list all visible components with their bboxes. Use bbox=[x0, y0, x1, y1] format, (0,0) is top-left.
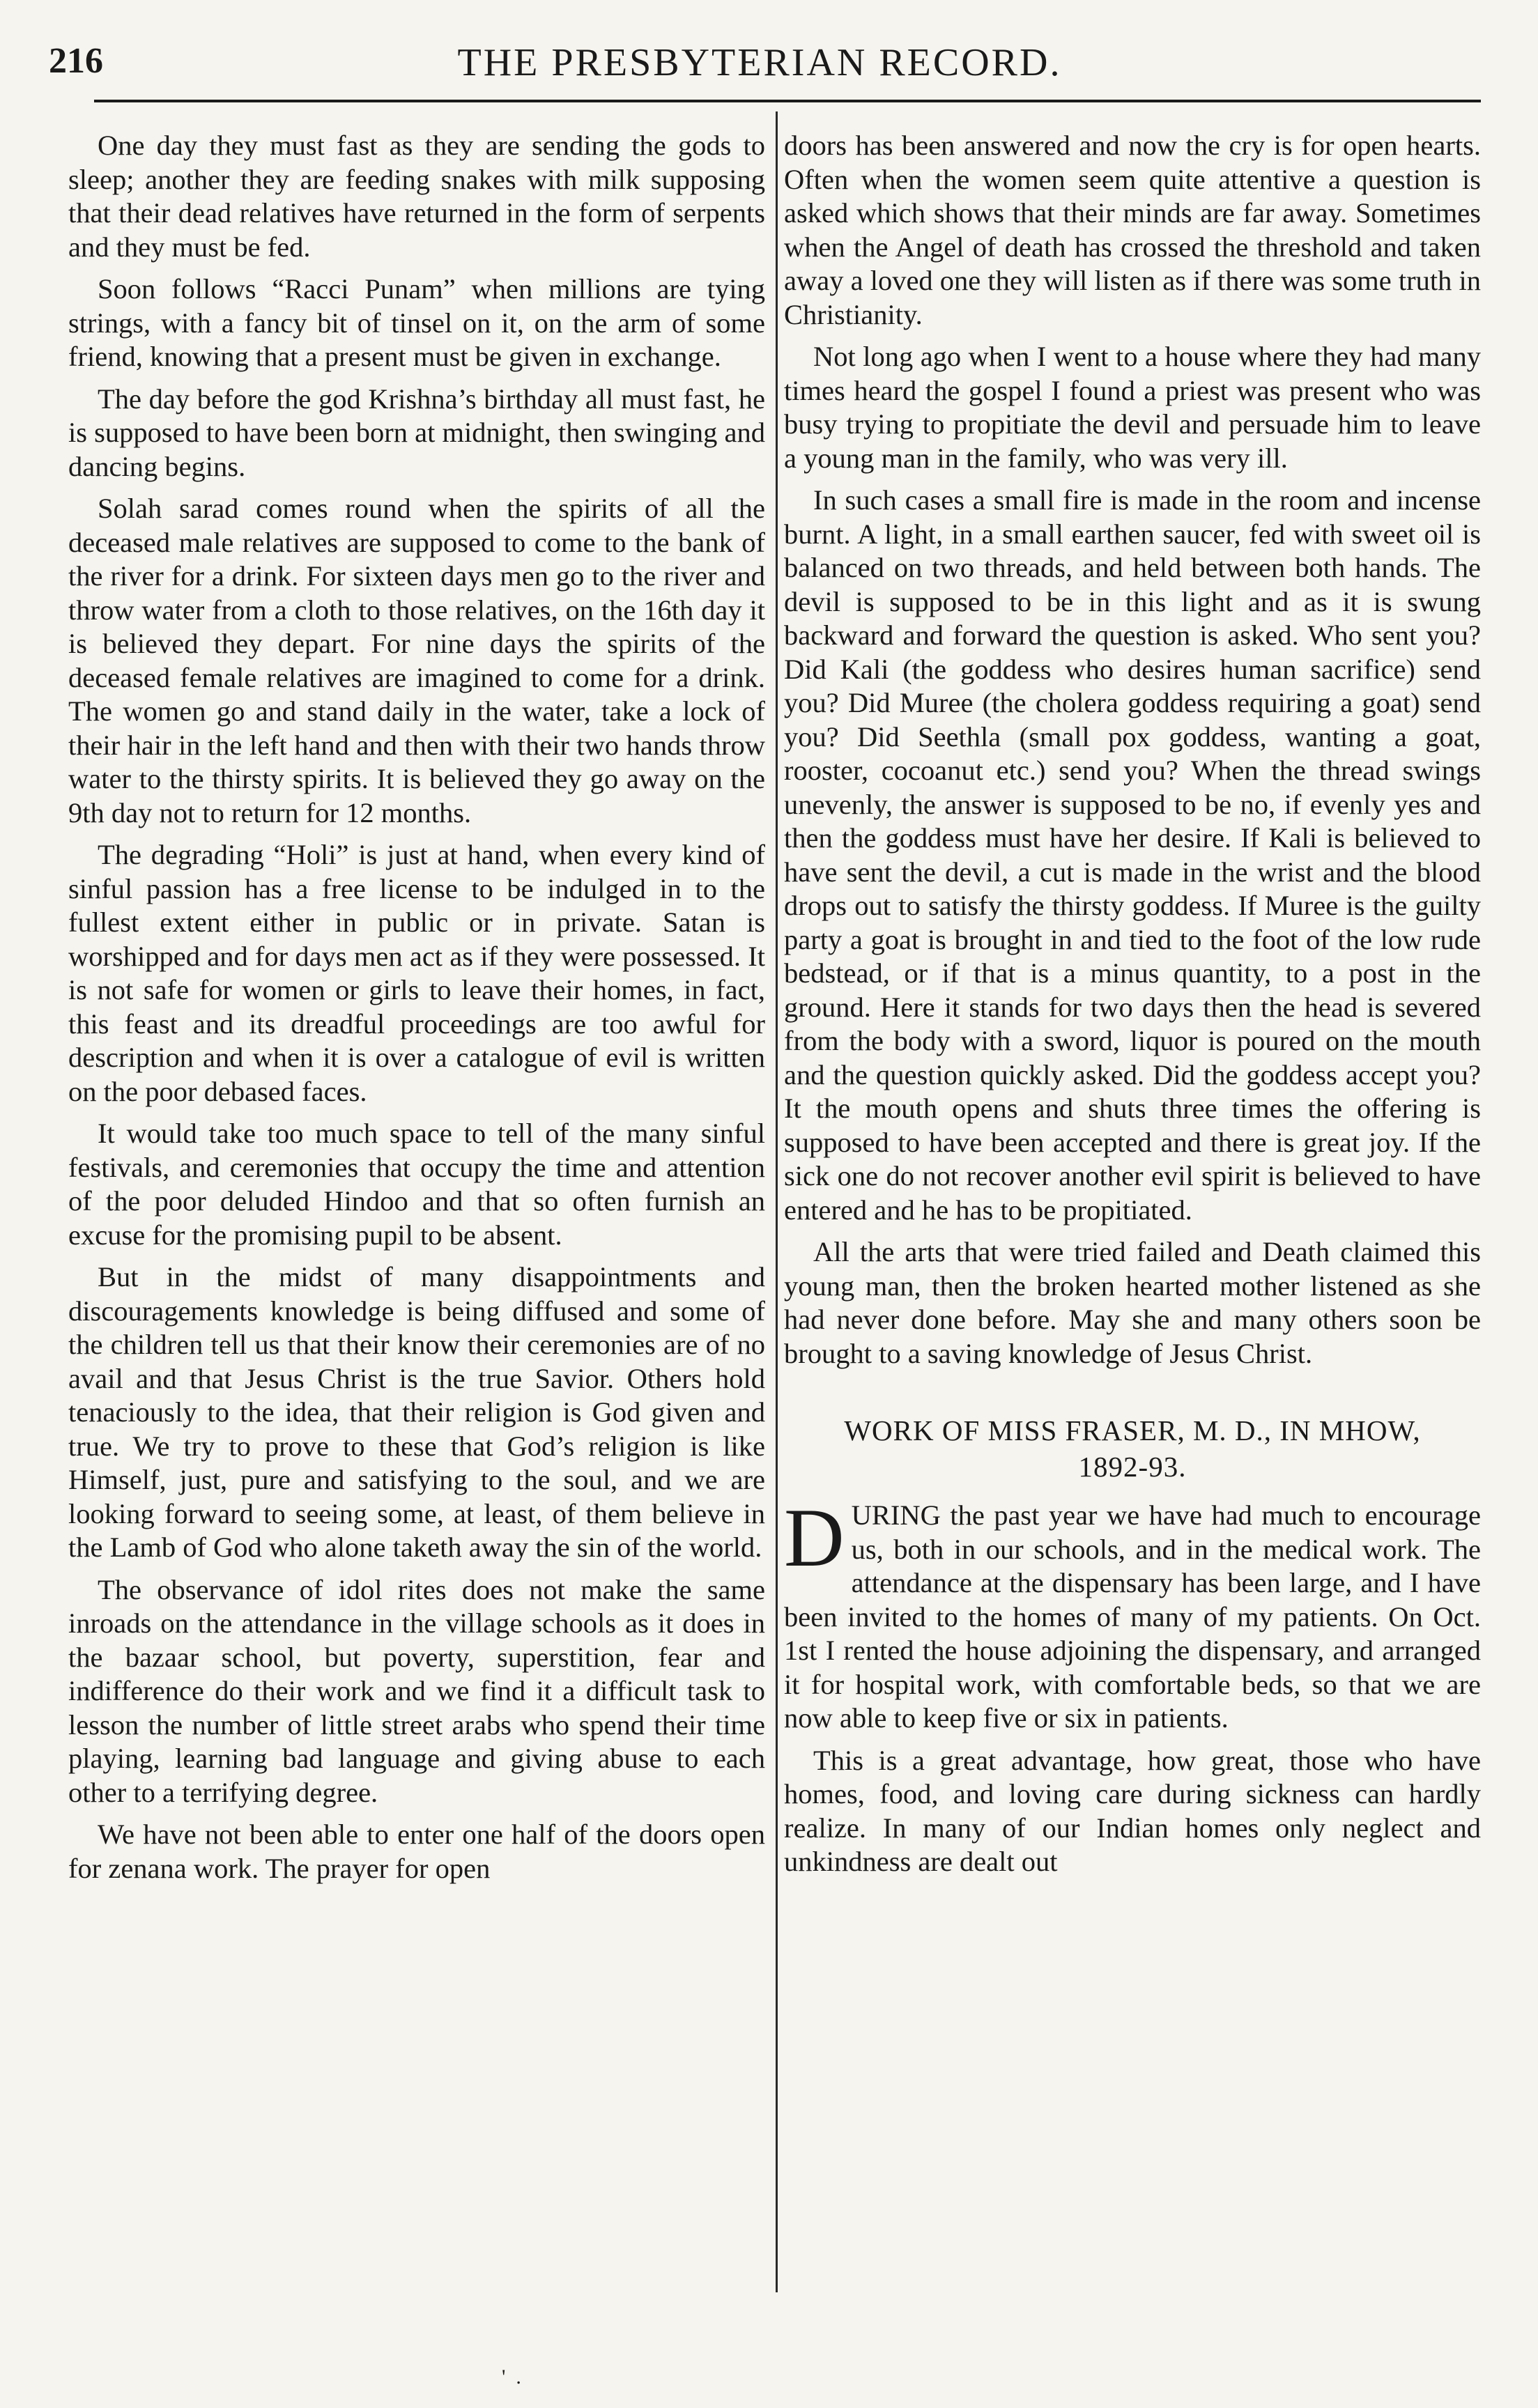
paragraph: Soon follows “Racci Punam” when millions are tying strings, with a fancy bit of tinsel on it, on the arm of some friend, knowing that a present must be given in exchange. bbox=[68, 273, 765, 372]
paragraph: This is a great advantage, how great, those who have homes, food, and loving care during sickness can hardly realize. In many of our Indian homes only neglect and unkindness are dealt out bbox=[784, 1744, 1481, 1877]
section-first-paragraph-text: URING the past year we have had much to encourage us, both in our schools, and in the medical work. The attendance at the dispensary has been large, and I have been invited to the homes of many of my patients. On Oct. 1st I rented the house adjoining the dispensary, and arranged it for hospital work, with comfortable beds, so that we are now able to keep five or six in patients. bbox=[784, 1499, 1481, 1734]
page-number: 216 bbox=[49, 41, 103, 81]
paragraph: The observance of idol rites does not make the same inroads on the attendance in the village schools as it does in the bazaar school, but poverty, superstition, fear and indifference do their work and we find it a difficult task to lesson the number of little street arabs who spend their time playing, learning bad language and giving abuse to each other to a terrifying degree. bbox=[68, 1573, 765, 1808]
page-header bbox=[49, 35, 1470, 91]
header-rule bbox=[94, 100, 1481, 102]
paragraph: In such cases a small fire is made in the room and incense burnt. A light, in a small earthen saucer, fed with sweet oil is balanced on two threads, and held between both hands. The devil is supposed to be in this light and as it is swung backward and forward the question is asked. Who sent you? Did Kali (the goddess who desires human sacrifice) send you? Did Muree (the cholera goddess requiring a goat) send you? Did Seethla (small pox goddess, wanting a goat, rooster, cocoanut etc.) send you? When the thread swings unevenly, the answer is supposed to be no, if evenly yes and then the goddess must have her desire. If Kali is believed to have sent the devil, a cut is made in the wrist and the blood drops out to satisfy the thirsty goddess. If Muree is the guilty party a goat is brought in and tied to the foot of the low rude bedstead, or if that is a minus quantity, to a post in the ground. Here it stands for two days then the head is severed from the body with a sword, liquor is poured on the mouth and the question quickly asked. Did the goddess accept you? It the mouth opens and shuts three times the offering is supposed to have been accepted and there is great joy. If the sick one do not recover another evil spirit is believed to have entered and he has to be propitiated. bbox=[784, 484, 1481, 1226]
paragraph: The day before the god Krishna’s birthday all must fast, he is supposed to have been born at midnight, then swinging and dancing begins. bbox=[68, 383, 765, 482]
paragraph: It would take too much space to tell of the many sinful festivals, and ceremonies that occupy the time and attention of the poor deluded Hindoo and that so often furnish an excuse for the promising pupil to be absent. bbox=[68, 1118, 765, 1251]
footer-marks: ' . bbox=[502, 2365, 521, 2388]
section-title-year: 1892-93. bbox=[1078, 1451, 1187, 1483]
column-divider bbox=[776, 111, 778, 2292]
running-title: THE PRESBYTERIAN RECORD. bbox=[457, 41, 1062, 84]
paragraph: Not long ago when I went to a house where they had many times heard the gospel I found a priest was present who was busy trying to propitiate the devil and persuade him to leave a young man in the family, who was very ill. bbox=[784, 341, 1481, 474]
paragraph: We have not been able to enter one half of the doors open for zenana work. The prayer for open bbox=[68, 1819, 765, 1884]
paragraph: The degrading “Holi” is just at hand, when every kind of sinful passion has a free license to be indulged in to the fullest extent either in public or in private. Satan is worshipped and for days men act as if they were possessed. It is not safe for women or girls to leave their homes, in fact, this feast and its dreadful proceedings are too awful for description and when it is over a catalogue of evil is written on the poor debased faces. bbox=[68, 839, 765, 1107]
paragraph: But in the midst of many disappointments and discouragements knowledge is being diffused and some of the children tell us that their know their ceremonies are of no avail and that Jesus Christ is the true Savior. Others hold tenaciously to the idea, that their religion is God given and true. We try to prove to these that God’s religion is like Himself, just, pure and satisfying to the soul, and we are looking forward to seeing some, at least, of them believe in the Lamb of God who alone taketh away the sin of the world. bbox=[68, 1261, 765, 1563]
section-title bbox=[784, 1412, 1481, 1485]
paragraph: One day they must fast as they are sending the gods to sleep; another they are feeding snakes with milk supposing that their dead relatives have returned in the form of serpents and they must be fed. bbox=[68, 130, 765, 263]
section-title-line: WORK OF MISS FRASER, M. D., IN MHOW, bbox=[844, 1414, 1421, 1446]
paragraph: doors has been answered and now the cry is for open hearts. Often when the women seem quite attentive a question is asked which shows that their minds are far away. Sometimes when the Angel of death has crossed the threshold and taken away a loved one they will listen as if there was some truth in Christianity. bbox=[784, 130, 1481, 330]
right-column bbox=[784, 129, 1481, 1888]
section-first-paragraph bbox=[784, 1491, 1481, 1736]
left-column bbox=[68, 129, 765, 1894]
paragraph: All the arts that were tried failed and Death claimed this young man, then the broken hearted mother listened as she had never done before. May she and many others soon be brought to a saving knowledge of Jesus Christ. bbox=[784, 1236, 1481, 1369]
paragraph: Solah sarad comes round when the spirits of all the deceased male relatives are supposed to come to the bank of the river for a drink. For sixteen days men go to the river and throw water from a cloth to those relatives, on the 16th day it is believed they depart. For nine days the spirits of the deceased female relatives are imagined to come for a drink. The women go and stand daily in the water, take a lock of their hair in the left hand and then with their two hands throw water to the thirsty spirits. It is believed they go away on the 9th day not to return for 12 months. bbox=[68, 493, 765, 828]
drop-cap: D bbox=[784, 1491, 845, 1584]
